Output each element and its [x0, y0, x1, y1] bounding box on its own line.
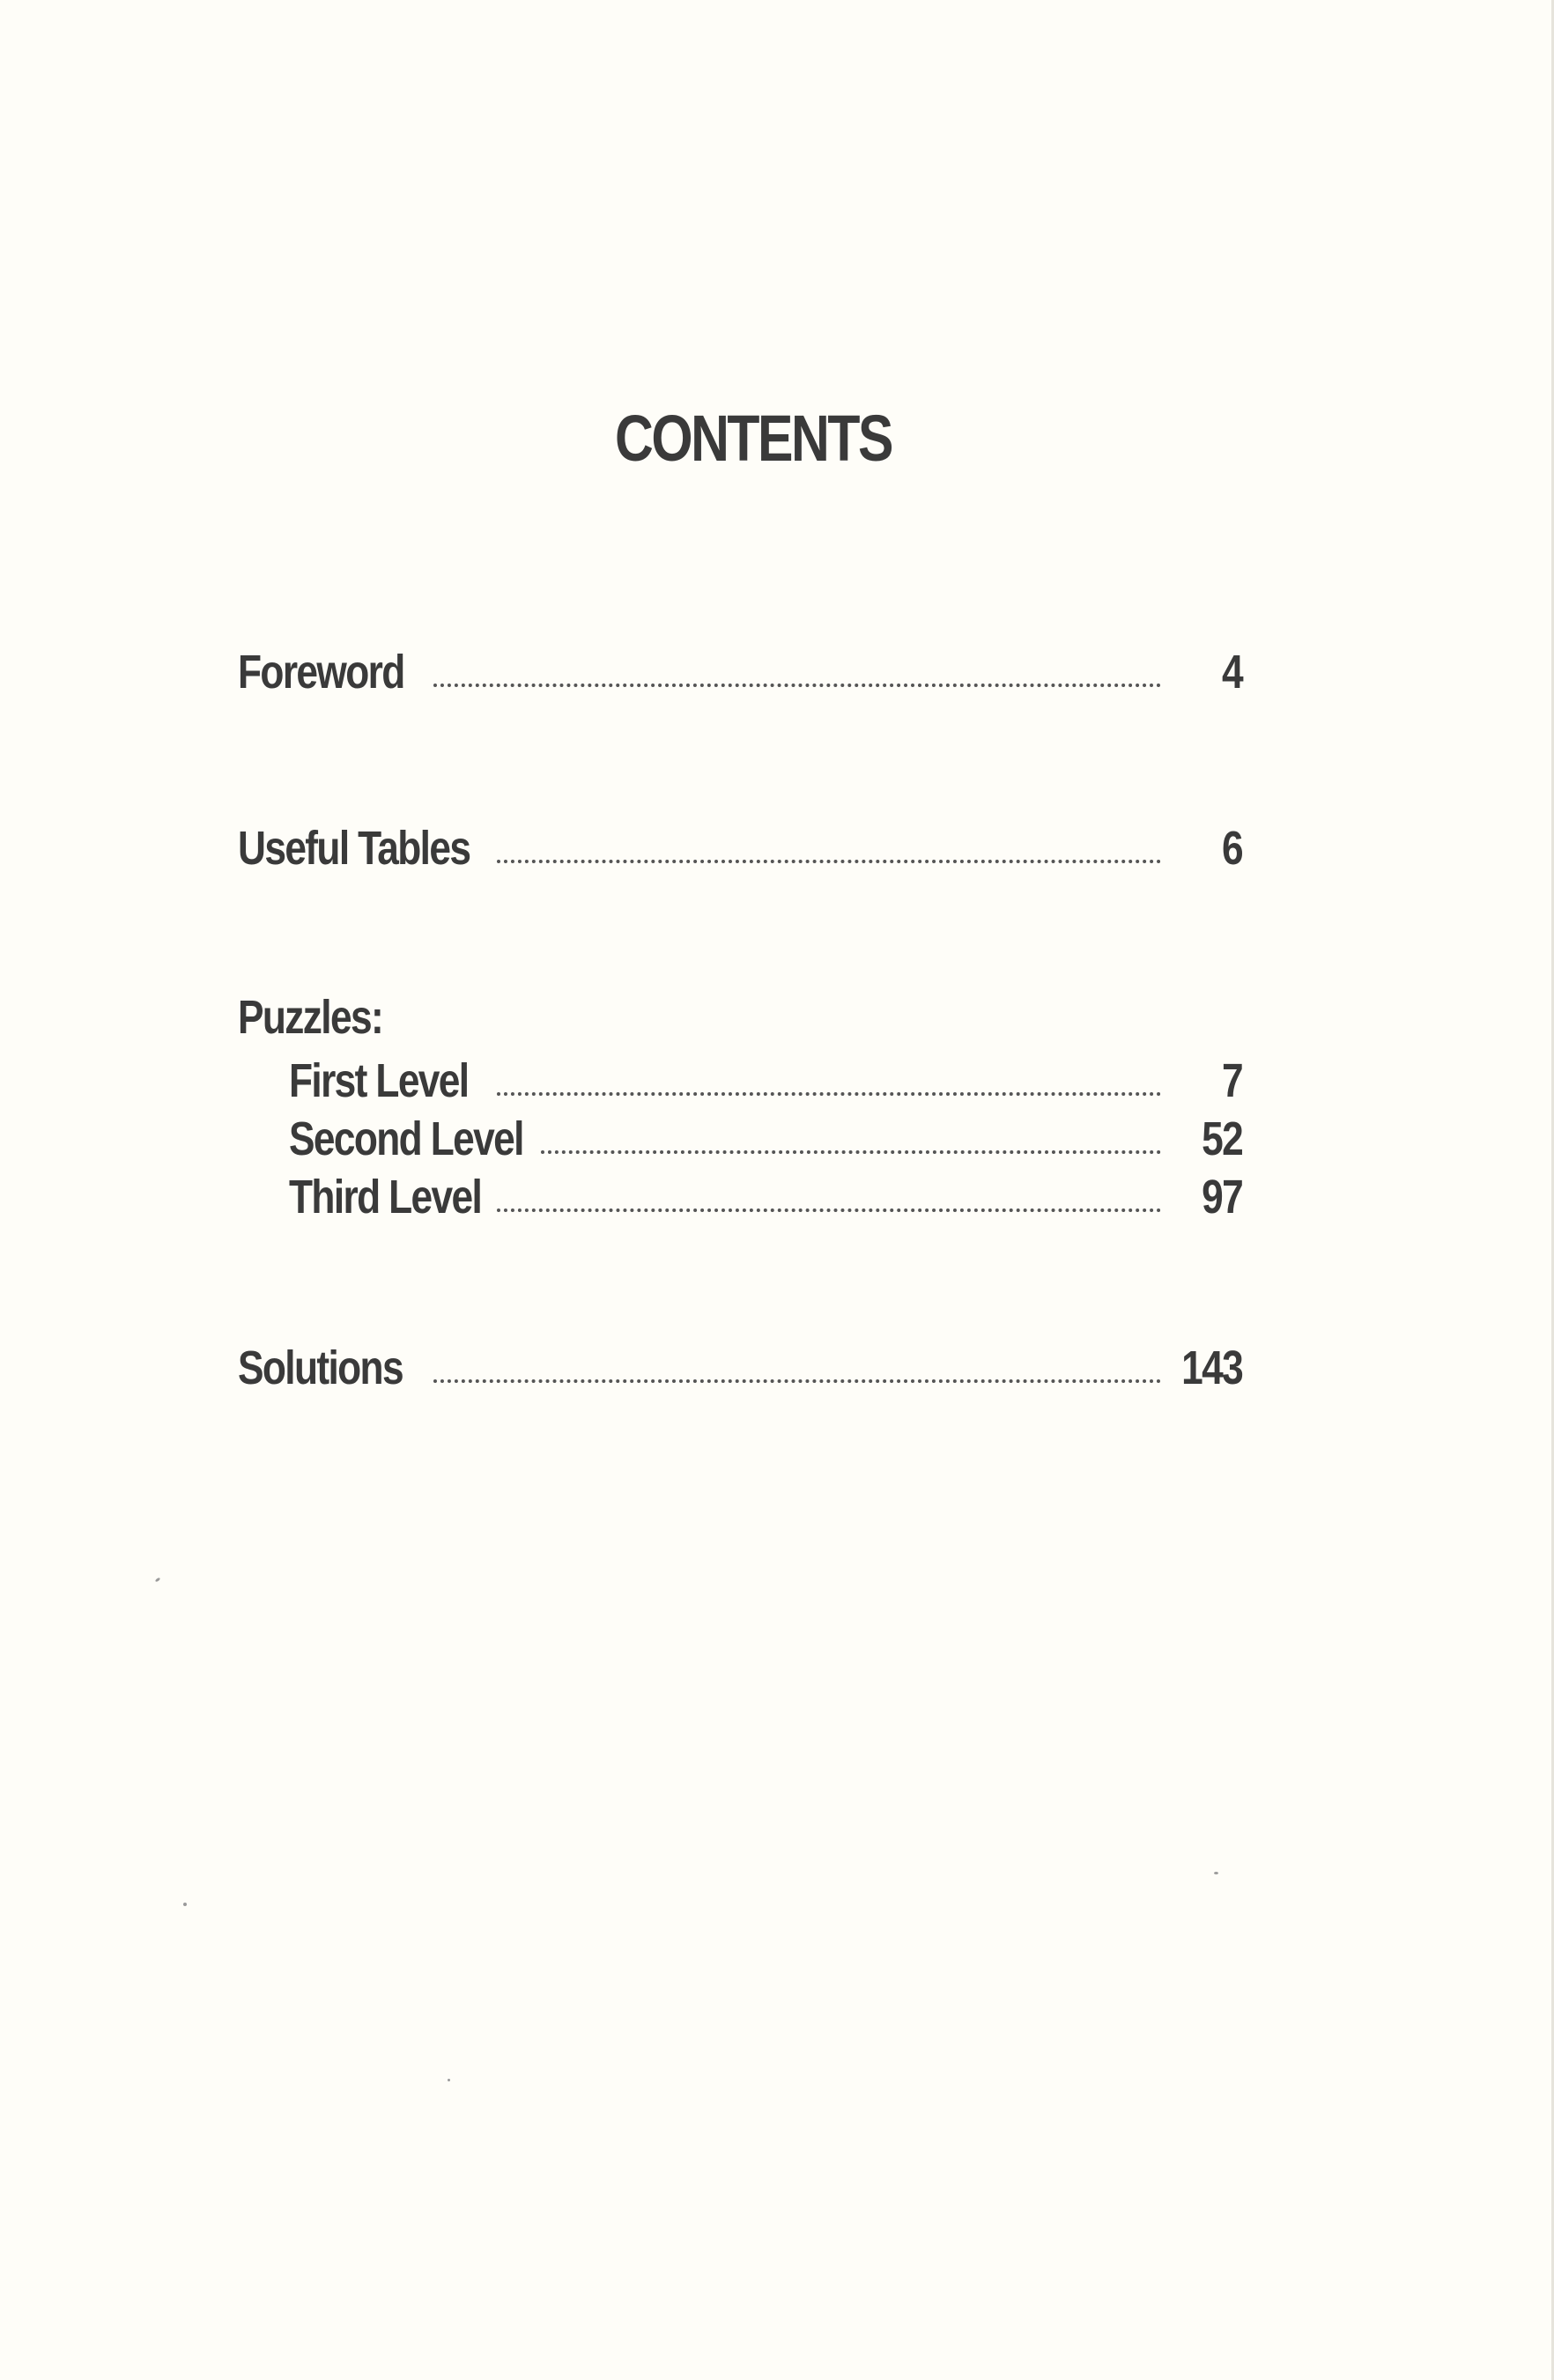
- toc-label: Foreword: [238, 646, 404, 698]
- toc-label: Third Level: [289, 1171, 482, 1223]
- scan-speck: [183, 1903, 187, 1906]
- toc-leader-dots: [497, 1208, 1161, 1212]
- toc-label: Second Level: [289, 1112, 523, 1165]
- scan-speck: [1214, 1872, 1218, 1874]
- scan-speck: [448, 2079, 450, 2081]
- toc-entry-solutions[interactable]: [238, 1330, 1242, 1401]
- toc-entry-foreword[interactable]: [238, 634, 1242, 705]
- toc-leader-dots: [497, 860, 1161, 863]
- toc-leader-dots: [433, 1379, 1161, 1383]
- toc-label: First Level: [289, 1054, 469, 1107]
- toc-label: Solutions: [238, 1342, 403, 1394]
- scan-speck: [155, 1578, 161, 1583]
- toc-leader-dots: [433, 684, 1161, 687]
- toc-entry-useful-tables[interactable]: [238, 810, 1242, 881]
- page-title: CONTENTS: [614, 402, 892, 475]
- toc-page-number: 6: [1222, 822, 1242, 875]
- toc-page-number: 4: [1222, 646, 1242, 698]
- toc-label: Useful Tables: [238, 822, 470, 875]
- toc-page-number: 52: [1202, 1112, 1242, 1165]
- toc-leader-dots: [541, 1150, 1161, 1154]
- toc-page-number: 7: [1222, 1054, 1242, 1107]
- toc-page-number: 143: [1181, 1342, 1242, 1394]
- toc-leader-dots: [497, 1092, 1161, 1096]
- toc-page-number: 97: [1202, 1171, 1242, 1223]
- toc-entry-third-level[interactable]: [289, 1159, 1242, 1230]
- toc-section-heading-puzzles: Puzzles:: [238, 991, 383, 1044]
